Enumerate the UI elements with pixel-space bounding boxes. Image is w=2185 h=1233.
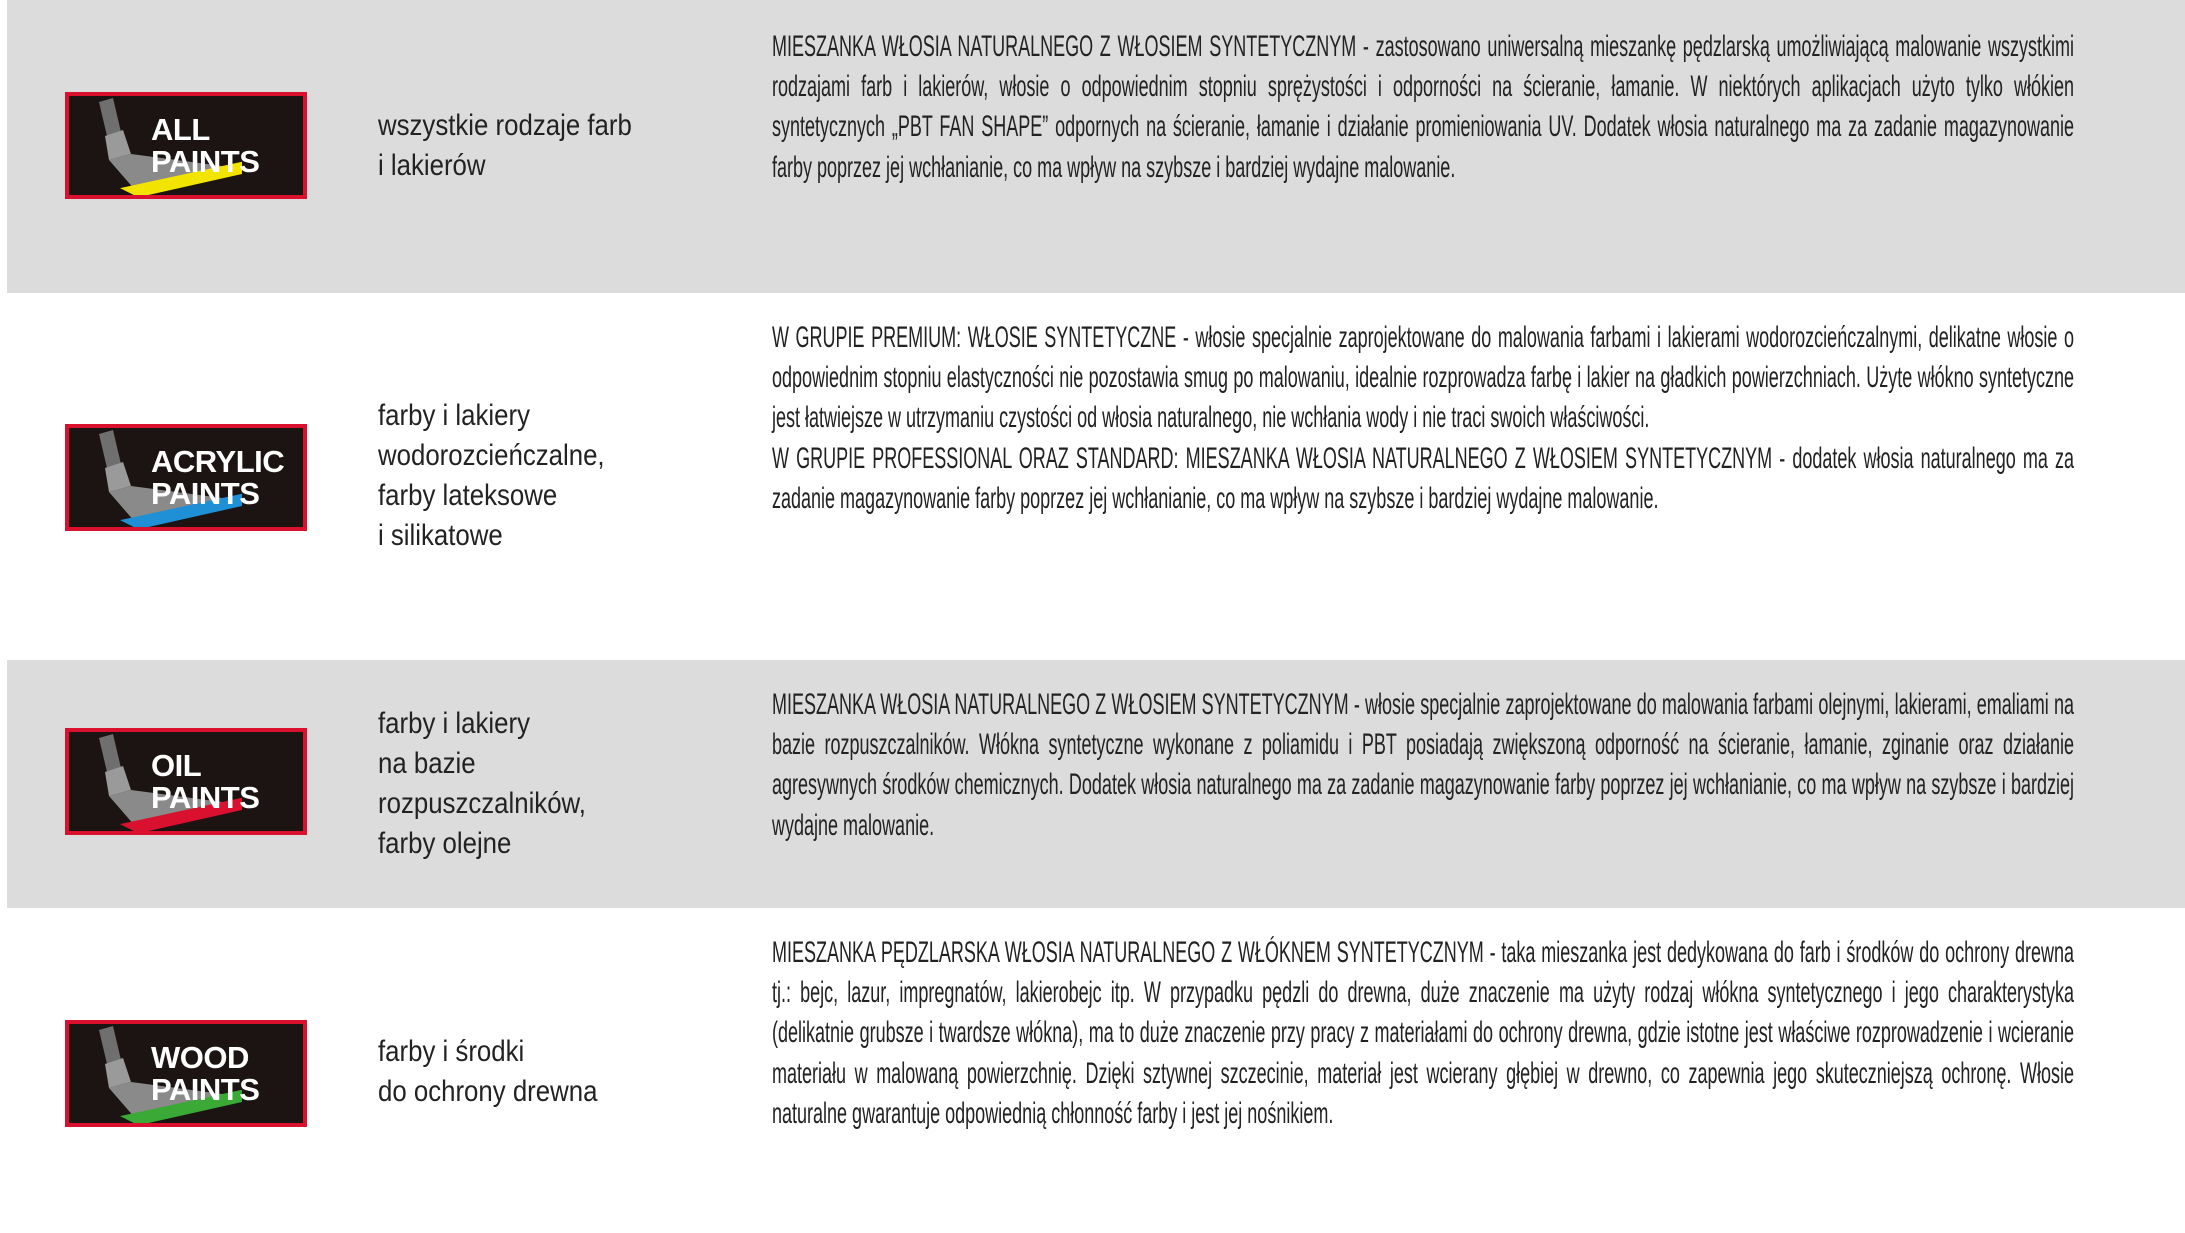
badge-line-2: PAINTS xyxy=(151,779,260,815)
wood-paints-badge xyxy=(65,1020,307,1127)
acrylic-paints-badge xyxy=(65,424,307,531)
usage-text xyxy=(378,106,632,186)
usage-line: wodorozcieńczalne, xyxy=(378,439,605,472)
usage-line: wszystkie rodzaje farb xyxy=(378,109,632,142)
usage-line: rozpuszczalników, xyxy=(378,787,586,820)
usage-text xyxy=(378,1032,597,1112)
description-text xyxy=(772,685,2074,846)
badge-line-1: WOOD xyxy=(151,1039,249,1075)
badge-label xyxy=(151,732,259,831)
description-paragraph: MIESZANKA WŁOSIA NATURALNEGO Z WŁOSIEM SYNTETYCZNYM - włosie specjalnie zaprojektowane do malowania farbami olejnymi, lakierami, emaliami na bazie rozpuszczalników. Włókna syntetyczne wykonane z poliamidu i PBT posiadają zwiększoną odporność na ścieranie, łamanie, zginanie oraz działanie agresywnych środków chemicznych. Dodatek włosia naturalnego ma za zadanie magazynowanie farby poprzez jej wchłanianie, co ma wpływ na szybsze i bardziej wydajne malowanie. xyxy=(772,688,2074,842)
all-paints-badge xyxy=(65,92,307,199)
badge-line-2: PAINTS xyxy=(151,1071,260,1107)
oil-paints-badge xyxy=(65,728,307,835)
usage-text xyxy=(378,704,586,864)
badge-line-2: PAINTS xyxy=(151,475,260,511)
description-text xyxy=(772,933,2074,1134)
usage-line: na bazie xyxy=(378,747,476,780)
usage-line: farby i środki xyxy=(378,1035,525,1068)
badge-line-1: ALL xyxy=(151,111,210,147)
usage-line: farby olejne xyxy=(378,827,512,860)
description-paragraph: MIESZANKA PĘDZLARSKA WŁOSIA NATURALNEGO Z WŁÓKNEM SYNTETYCZNYM - taka mieszanka jest dedykowana do farb i środków do ochrony drewna tj.: bejc, lazur, impregnatów, lakierobejc itp. W przypadku pędzli do drewna, duże znaczenie ma użyty rodzaj włókna syntetycznego i jego charakterystyka (delikatnie grubsze i twardsze włókna), ma to duże znaczenie przy pracy z materiałami do ochrony drewna, gdzie istotne jest właściwe rozprowadzenie i wcieranie materiału w malowaną powierzchnię. Dzięki sztywnej szczecinie, materiał jest wcierany głębiej w drewno, co zapewnia jego skuteczniejszą ochronę. Włosie naturalne gwarantuje odpowiednią chłonność farby i jest jej nośnikiem. xyxy=(772,936,2074,1130)
description-paragraph: W GRUPIE PROFESSIONAL ORAZ STANDARD: MIESZANKA WŁOSIA NATURALNEGO Z WŁOSIEM SYNTETYCZNYM - dodatek włosia naturalnego ma za zadanie magazynowanie farby poprzez jej wchłanianie, co ma wpływ na szybsze i bardziej wydajne malowanie. xyxy=(772,441,2074,515)
badge-line-2: PAINTS xyxy=(151,143,260,179)
usage-text xyxy=(378,396,605,556)
description-text xyxy=(772,318,2074,519)
description-paragraph: W GRUPIE PREMIUM: WŁOSIE SYNTETYCZNE - włosie specjalnie zaprojektowane do malowania farbami i lakierami wodorozcieńczalnymi, delikatne włosie o odpowiednim stopniu elastyczności nie pozostawia smug po malowaniu, idealnie rozprowadza farbę i lakier na gładkich powierzchniach. Użyte włókno syntetyczne jest łatwiejsze w utrzymaniu czystości od włosia naturalnego, nie wchłania wody i nie traci swoich właściwości. xyxy=(772,321,2074,435)
paint-row-wood xyxy=(7,908,2185,1233)
usage-line: farby i lakiery xyxy=(378,707,530,740)
usage-line: i lakierów xyxy=(378,149,486,182)
badge-label xyxy=(151,428,284,527)
usage-line: farby lateksowe xyxy=(378,479,558,512)
description-text xyxy=(772,27,2074,188)
badge-line-1: OIL xyxy=(151,747,202,783)
paint-row-oil xyxy=(7,660,2185,908)
usage-line: farby i lakiery xyxy=(378,399,530,432)
description-paragraph: MIESZANKA WŁOSIA NATURALNEGO Z WŁOSIEM SYNTETYCZNYM - zastosowano uniwersalną mieszankę pędzlarską umożliwiającą malowanie wszystkimi rodzajami farb i lakierów, włosie o odpowiednim stopniu sprężystości i odporności na ścieranie, łamanie. W niektórych aplikacjach użyto tylko włókien syntetycznych „PBT FAN SHAPE” odpornych na ścieranie, łamanie i działanie promieniowania UV. Dodatek włosia naturalnego ma za zadanie magazynowanie farby poprzez jej wchłanianie, co ma wpływ na szybsze i bardziej wydajne malowanie. xyxy=(772,30,2074,184)
badge-label xyxy=(151,1024,259,1123)
badge-label xyxy=(151,96,259,195)
paint-row-acrylic xyxy=(7,293,2185,660)
paint-row-all xyxy=(7,0,2185,293)
usage-line: do ochrony drewna xyxy=(378,1075,598,1108)
badge-line-1: ACRYLIC xyxy=(151,443,285,479)
usage-line: i silikatowe xyxy=(378,519,503,552)
